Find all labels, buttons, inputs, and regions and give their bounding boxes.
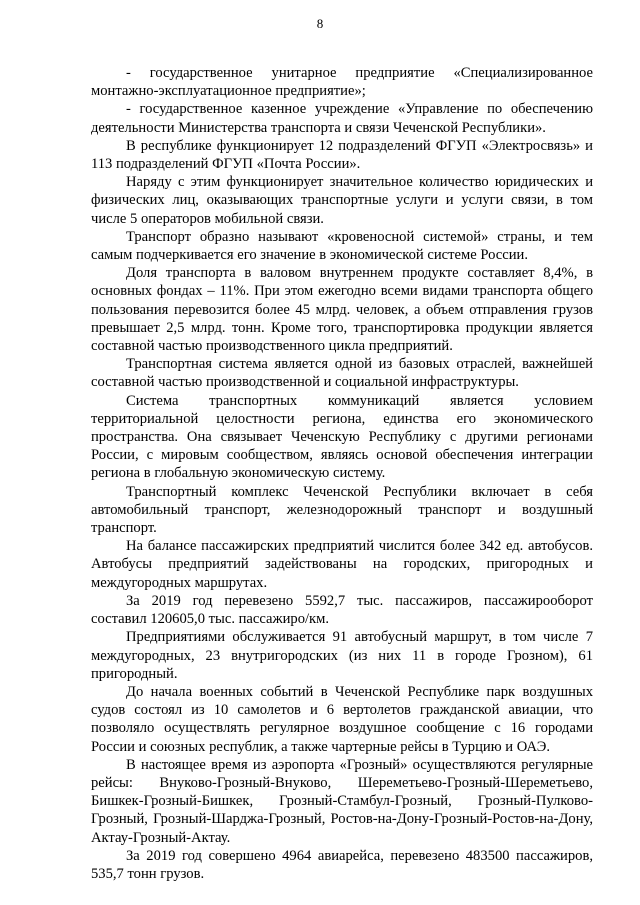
paragraph: В настоящее время из аэропорта «Грозный» осуществляются регулярные рейсы: Внуково-Грозный-Внуково, Шереметьево-Грозный-Шереметьево, Бишкек-Грозный-Бишкек, Грозный-Стамбул-Грозный, Грозный-Пулково-Грозный, Грозный-Шарджа-Грозный, Ростов-на-Дону-Грозный-Ростов-на-Дону, Актау-Грозный-Актау.	[91, 756, 593, 846]
paragraph: В республике функционирует 12 подразделений ФГУП «Электросвязь» и 113 подразделений ФГУП «Почта России».	[91, 137, 593, 173]
paragraph: Доля транспорта в валовом внутреннем продукте составляет 8,4%, в основных фондах – 11%. При этом ежегодно всеми видами транспорта общего пользования перевозится более 45 млрд. человек, а объем отправления грузов превышает 2,5 млрд. тонн. Кроме того, транспортировка продукции является составной частью производственного цикла предприятий.	[91, 265, 593, 355]
paragraph: За 2019 год совершено 4964 авиарейса, перевезено 483500 пассажиров, 535,7 тонн грузов.	[91, 847, 593, 882]
paragraph: Наряду с этим функционирует значительное количество юридических и физических лиц, оказывающих транспортные услуги и услуги связи, в том числе 5 операторов мобильной связи.	[91, 174, 593, 227]
document-body	[91, 64, 593, 883]
paragraph: Предприятиями обслуживается 91 автобусный маршрут, в том числе 7 междугородных, 23 внутригородских (из них 11 в городе Грозном), 61 пригородный.	[91, 629, 593, 682]
paragraph: Транспортная система является одной из базовых отраслей, важнейшей составной частью производственной и социальной инфраструктуры.	[91, 356, 593, 391]
paragraph: До начала военных событий в Чеченской Республике парк воздушных судов состоял из 10 самолетов и 6 вертолетов гражданской авиации, что позволяло осуществлять регулярное воздушное сообщение с 16 городами России и союзных республик, а также чартерные рейсы в Турцию и ОАЭ.	[91, 683, 593, 755]
paragraph: Система транспортных коммуникаций является условием территориальной целостности региона, единства его экономического пространства. Она связывает Чеченскую Республику с другими регионами России, с мировым сообществом, являясь основой обеспечения интеграции региона в глобальную экономическую систему.	[91, 392, 593, 482]
paragraph: На балансе пассажирских предприятий числится более 342 ед. автобусов. Автобусы предприятий задействованы на городских, пригородных и междугородных маршрутах.	[91, 538, 593, 591]
paragraph: Транспорт образно называют «кровеносной системой» страны, и тем самым подчеркивается его значение в экономической системе России.	[91, 228, 593, 264]
paragraph: - государственное казенное учреждение «Управление по обеспечению деятельности Министерства транспорта и связи Чеченской Республики».	[91, 101, 593, 136]
page-number: 8	[316, 16, 324, 31]
paragraph: Транспортный комплекс Чеченской Республики включает в себя автомобильный транспорт, железнодорожный транспорт и воздушный транспорт.	[91, 483, 593, 537]
paragraph: - государственное унитарное предприятие «Специализированное монтажно-эксплуатационное предприятие»;	[91, 65, 593, 100]
paragraph: За 2019 год перевезено 5592,7 тыс. пассажиров, пассажирооборот составил 120605,0 тыс. пассажиро/км.	[91, 592, 593, 628]
